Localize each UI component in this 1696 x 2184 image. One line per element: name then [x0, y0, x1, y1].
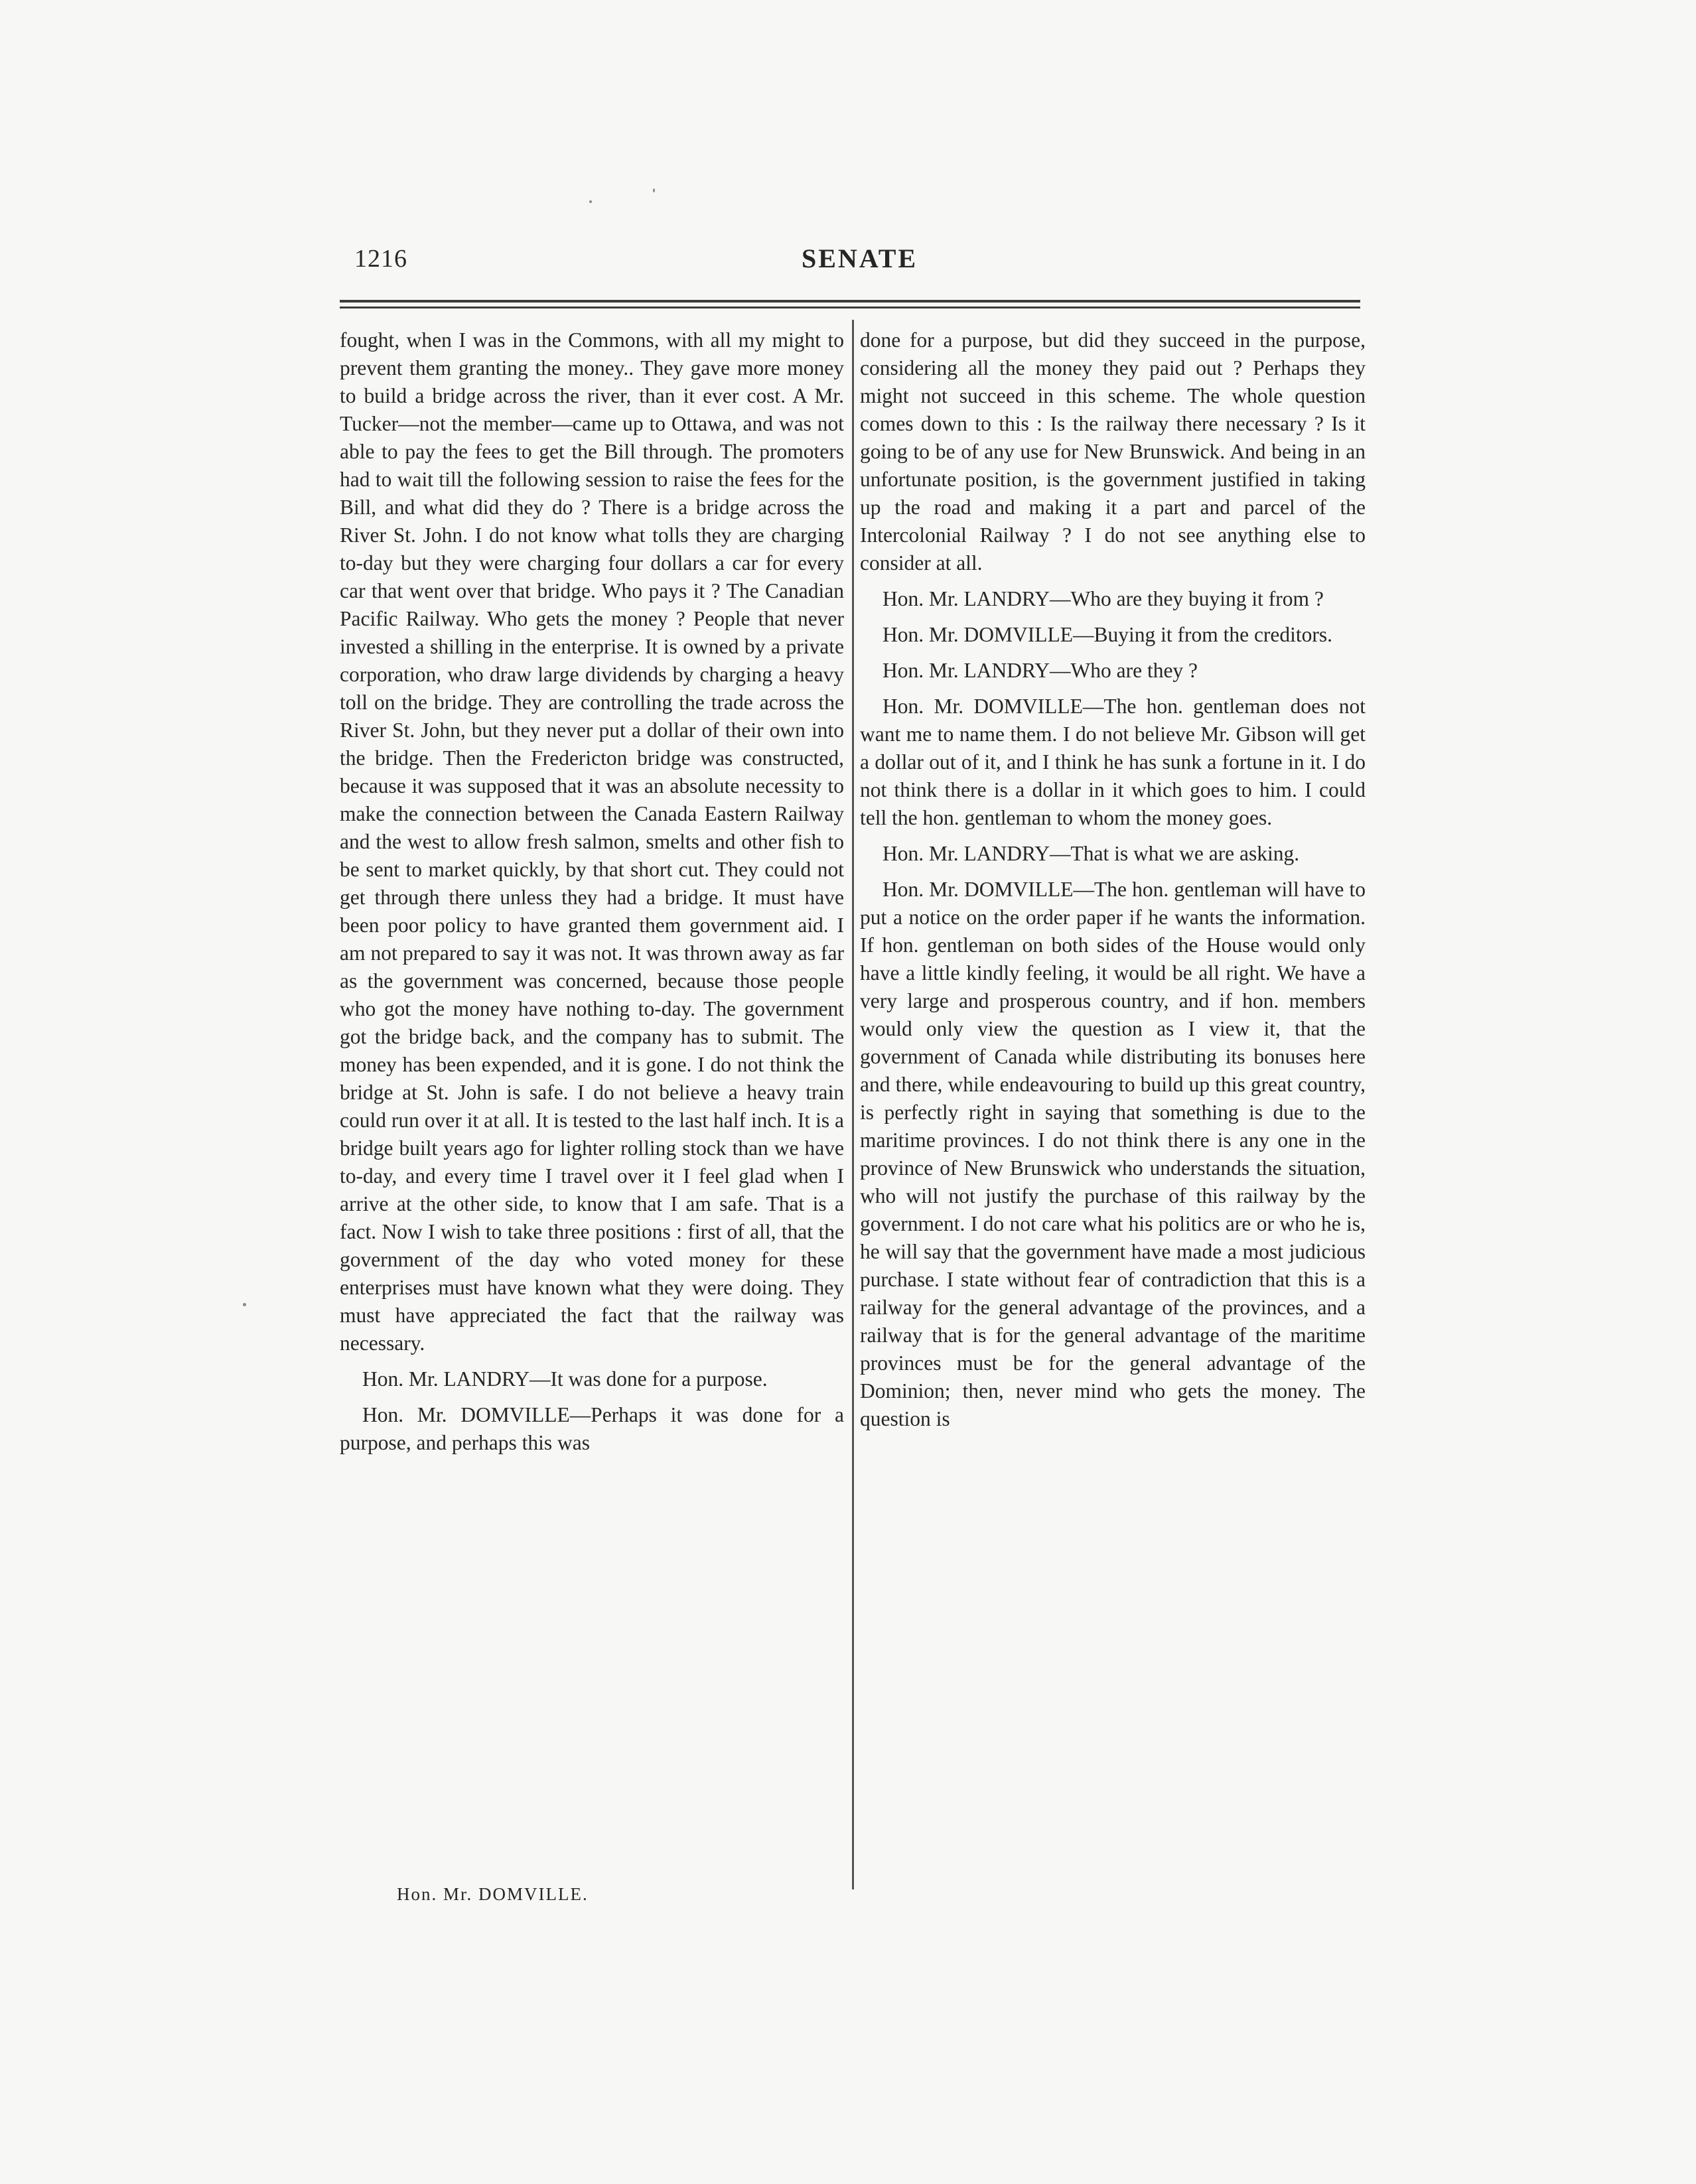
left-paragraph: fought, when I was in the Commons, with all my might to prevent them granting the money.. They gave more money to build a bridge across the river, than it ever cost. A Mr. Tucker—not the member—came up to Ottawa, and was not able to pay the fees to get the Bill through. The promoters had to wait till the following session to raise the fees for the Bill, and what did they do ? There is a bridge across the River St. John. I do not know what tolls they are charging to-day but they were charging four dollars a car for every car that went over that bridge. Who pays it ? The Canadian Pacific Railway. Who gets the money ? People that never invested a shilling in the enterprise. It is owned by a private corporation, who draw large dividends by charging a heavy toll on the bridge. They are controlling the trade across the River St. John, but they never put a dollar of their own into the bridge. Then the Fredericton bridge was constructed, because it was supposed that it was an absolute necessity to make the connection between the Canada Eastern Railway and the west to allow fresh salmon, smelts and other fish to be sent to market quickly, by that short cut. They could not get through there unless they had a bridge. It must have been poor policy to have granted them government aid. I am not prepared to say it was not. It was thrown away as far as the government was concerned, because those people who got the money have nothing to-day. The government got the bridge back, and the company has to submit. The money has been expended, and it is gone. I do not think the bridge at St. John is safe. I do not believe a heavy train could run over it at all. It is tested to the last half inch. It is a bridge built years ago for lighter rolling stock than we have to-day, and every time I travel over it I feel glad when I arrive at the other side, to know that I am safe. That is a fact. Now I wish to take three positions : first of all, that the government of the day who voted money for these enterprises must have known what they were doing. They must have appreciated the fact that the railway was necessary.: [340, 328, 844, 1355]
right-paragraph: Hon. Mr. DOMVILLE—Buying it from the creditors.: [883, 623, 1333, 646]
header-rule-bottom: [340, 307, 1360, 308]
footer-speaker-name: Hon. Mr. DOMVILLE.: [397, 1884, 589, 1904]
scan-speck: [653, 188, 655, 192]
left-column: [340, 326, 844, 1465]
right-paragraph: Hon. Mr. DOMVILLE—The hon. gentleman does not want me to name them. I do not believe Mr. Gibson will get a dollar out of it, and I think he has sunk a fortune in it. I do not think there is a dollar in it which goes to him. I could tell the hon. gentleman to whom the money goes.: [860, 695, 1366, 829]
right-paragraph: Hon. Mr. DOMVILLE—The hon. gentleman will have to put a notice on the order paper if he wants the information. If hon. gentleman on both sides of the House would only have a little kindly feeling, it would be all right. We have a very large and prosperous country, and if hon. members would only view the question as I view it, that the government of Canada while distributing its bonuses here and there, while endeavouring to build up this great country, is perfectly right in saying that something is due to the maritime provinces. I do not think there is any one in the province of New Brunswick who understands the situation, who will not justify the purchase of this railway by the government. I do not care what his politics are or who he is, he will say that the government have made a most judicious purchase. I state without fear of contradiction that this is a railway for the general advantage of the provinces, and a railway that is for the general advantage of the maritime provinces must be for the general advantage of the Dominion; then, never mind who gets the money. The question is: [860, 878, 1366, 1430]
right-column: [860, 326, 1366, 1441]
scan-speck: [589, 200, 592, 203]
right-paragraph: Hon. Mr. LANDRY—Who are they ?: [883, 659, 1198, 682]
right-paragraph: done for a purpose, but did they succeed in the purpose, considering all the money they paid out ? Perhaps they might not succeed in this scheme. The whole question comes down to this : Is the railway there necessary ? Is it going to be of any use for New Brunswick. And being in an unfortunate position, is the government justified in taking up the road and making it a part and parcel of the Intercolonial Railway ? I do not see anything else to consider at all.: [860, 328, 1366, 575]
left-paragraph: Hon. Mr. DOMVILLE—Perhaps it was done for a purpose, and perhaps this was: [340, 1403, 844, 1454]
running-head: SENATE: [802, 243, 918, 273]
right-paragraph: Hon. Mr. LANDRY—That is what we are asking.: [883, 842, 1300, 865]
right-paragraph: Hon. Mr. LANDRY—Who are they buying it from ?: [883, 587, 1324, 610]
column-divider: [852, 320, 854, 1889]
left-paragraph: Hon. Mr. LANDRY—It was done for a purpose.: [362, 1367, 768, 1391]
scan-speck: [243, 1303, 246, 1306]
header-rule-top: [340, 300, 1360, 303]
page-number: 1216: [354, 245, 407, 273]
